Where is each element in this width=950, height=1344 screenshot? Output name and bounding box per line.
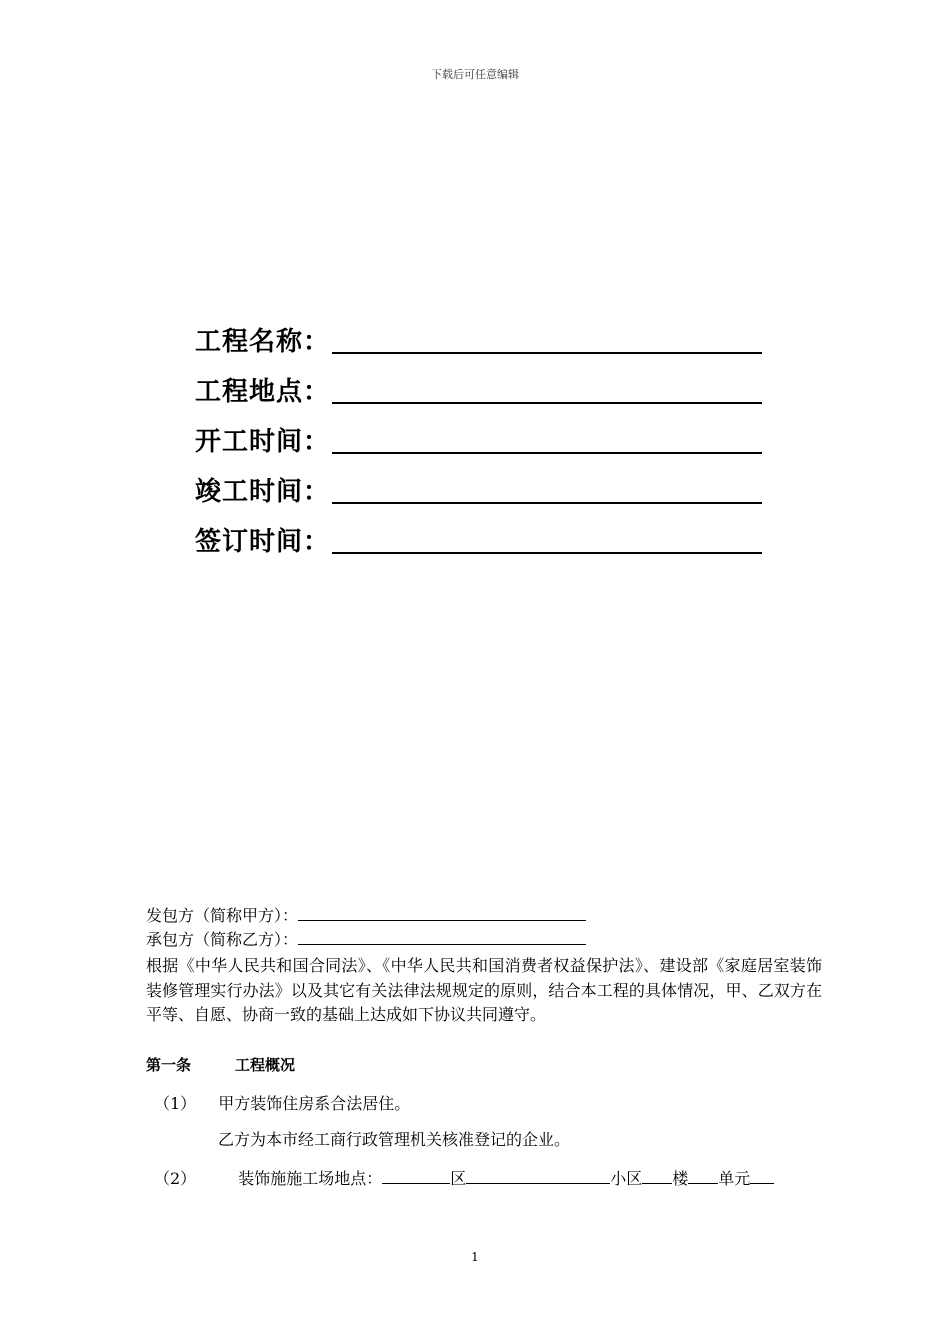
unit-label: 单元 [718,1169,751,1188]
page-header: 下载后可任意编辑 [431,68,519,81]
fill-in-line[interactable] [332,351,762,354]
cover-field-signing-date [195,508,795,558]
cover-field-project-name [195,308,795,358]
unit-blank[interactable] [688,1169,718,1184]
cover-label: 工程地点： [195,377,331,407]
cover-fields [195,308,795,558]
room-blank[interactable] [750,1169,774,1184]
party-a-label: 发包方（简称甲方）： [146,906,299,925]
site-address-label: 装饰施施工场地点： [238,1169,383,1188]
fill-in-line[interactable] [332,451,762,454]
building-label: 楼 [672,1169,689,1188]
article-number: 第一条 [146,1056,192,1074]
party-b-blank[interactable] [298,930,586,945]
article-title: 工程概况 [235,1056,296,1074]
item-1-continuation: 乙方为本市经工商行政管理机关核准登记的企业。 [218,1130,571,1149]
party-b-line [146,928,586,952]
district-label: 区 [450,1169,467,1188]
fill-in-line[interactable] [332,401,762,404]
cover-field-start-date [195,408,795,458]
cover-label: 竣工时间： [195,477,331,507]
cover-label: 签订时间： [195,527,331,557]
party-b-label: 承包方（简称乙方）： [146,930,299,949]
party-a-line [146,904,586,928]
district-blank[interactable] [382,1169,450,1184]
cover-field-completion-date [195,458,795,508]
cover-label: 工程名称： [195,327,331,357]
community-blank[interactable] [466,1169,610,1184]
cover-label: 开工时间： [195,427,331,457]
page-number: 1 [471,1250,479,1264]
article-1-heading [146,1053,295,1077]
item-1-line [154,1092,410,1116]
intro-paragraph: 根据《中华人民共和国合同法》、《中华人民共和国消费者权益保护法》、建设部《家庭居室装饰装修管理实行办法》以及其它有关法律法规规定的原则，结合本工程的具体情况，甲、乙双方在平等、自愿、协商一致的基础上达成如下协议共同遵守。 [146,956,822,1024]
item-number: （1） [154,1094,197,1113]
fill-in-line[interactable] [332,551,762,554]
item-2-line [154,1167,774,1191]
item-text: 甲方装饰住房系合法居住。 [218,1094,411,1113]
community-label: 小区 [610,1169,643,1188]
item-number: （2） [154,1169,197,1188]
fill-in-line[interactable] [332,501,762,504]
cover-field-project-location [195,358,795,408]
party-a-blank[interactable] [298,906,586,921]
building-blank[interactable] [642,1169,672,1184]
